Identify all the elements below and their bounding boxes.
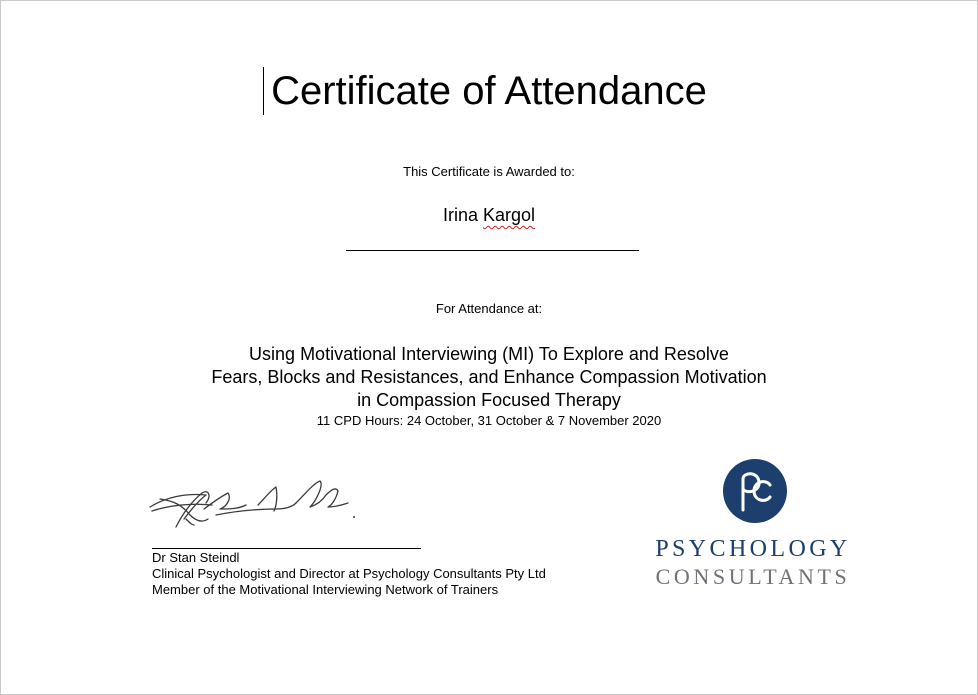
logo-word-psychology: PSYCHOLOGY bbox=[655, 536, 851, 562]
attendance-text: For Attendance at: bbox=[435, 301, 543, 316]
course-title-line: Using Motivational Interviewing (MI) To Explore and Resolve bbox=[249, 344, 729, 364]
psychology-consultants-logo bbox=[641, 456, 865, 596]
pc-monogram-icon bbox=[722, 458, 788, 529]
signatory-block bbox=[152, 550, 546, 598]
recipient-name bbox=[1, 205, 977, 226]
signature-line bbox=[152, 548, 421, 549]
awarded-to-text: This Certificate is Awarded to: bbox=[403, 164, 575, 179]
recipient-underline bbox=[346, 250, 639, 251]
course-title bbox=[1, 343, 977, 412]
signatory-name: Dr Stan Steindl bbox=[152, 550, 240, 565]
signatory-membership: Member of the Motivational Interviewing Network of Trainers bbox=[152, 582, 499, 597]
signatory-role: Clinical Psychologist and Director at Psychology Consultants Pty Ltd bbox=[152, 566, 546, 581]
recipient-first-name: Irina bbox=[442, 205, 478, 225]
recipient-last-name: Kargol bbox=[483, 205, 536, 225]
course-title-line: in Compassion Focused Therapy bbox=[357, 390, 621, 410]
logo-word-consultants: CONSULTANTS bbox=[655, 564, 851, 589]
course-title-line: Fears, Blocks and Resistances, and Enhance Compassion Motivation bbox=[211, 367, 767, 387]
certificate-title: Certificate of Attendance bbox=[271, 69, 707, 113]
cpd-hours: 11 CPD Hours: 24 October, 31 October & 7 November 2020 bbox=[316, 413, 662, 428]
handwritten-signature bbox=[146, 475, 361, 540]
